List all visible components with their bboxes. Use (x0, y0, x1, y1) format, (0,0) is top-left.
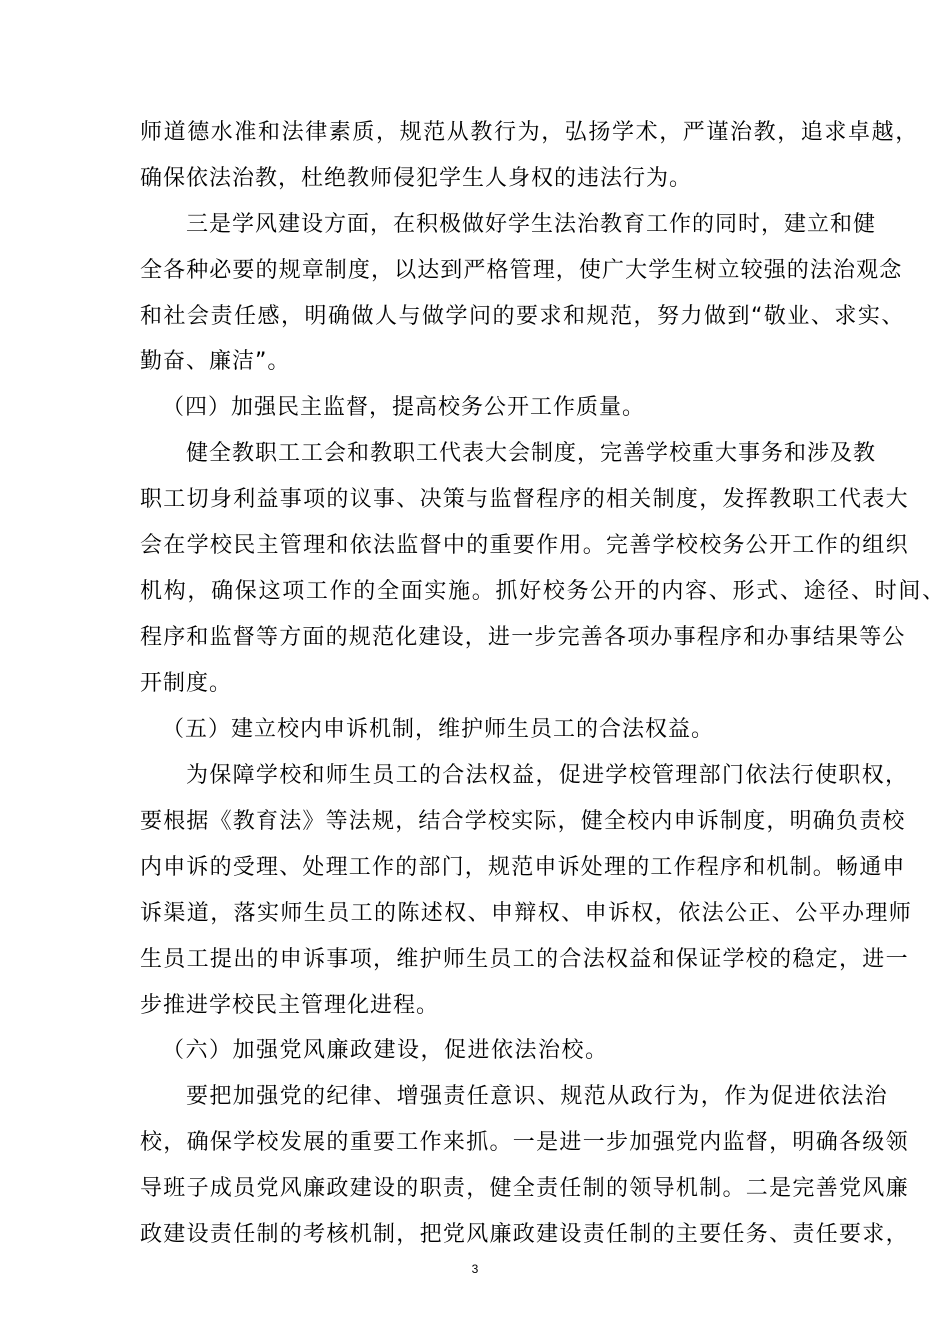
text-line: （六）加强党风廉政建设，促进依法治校。 (162, 1038, 609, 1063)
text-line: 内申诉的受理、处理工作的部门，规范申诉处理的工作程序和机制。畅通申 (140, 855, 906, 880)
text-line: 三是学风建设方面，在积极做好学生法治教育工作的同时，建立和健 (186, 212, 877, 237)
text-line: 诉渠道，落实师生员工的陈述权、申辩权、申诉权，依法公正、公平办理师 (140, 901, 913, 926)
text-line: 程序和监督等方面的规范化建设，进一步完善各项办事程序和办事结果等公 (140, 625, 906, 650)
text-line: 步推进学校民主管理化进程。 (140, 993, 440, 1018)
text-line: 师道德水准和法律素质，规范从教行为，弘扬学术，严谨治教，追求卓越， (140, 120, 919, 145)
text-line: 要根据《教育法》等法规，结合学校实际，健全校内申诉制度，明确负责校 (140, 809, 906, 834)
text-line: （四）加强民主监督，提高校务公开工作质量。 (162, 395, 646, 420)
text-line: 要把加强党的纪律、增强责任意识、规范从政行为，作为促进依法治 (186, 1084, 889, 1109)
text-line: 会在学校民主管理和依法监督中的重要作用。完善学校校务公开工作的组织 (140, 533, 909, 558)
text-line: 和社会责任感，明确做人与做学问的要求和规范，努力做到“敬业、求实、 (140, 304, 905, 329)
text-line: 政建设责任制的考核机制，把党风廉政建设责任制的主要任务、责任要求， (140, 1222, 909, 1247)
text-line: 为保障学校和师生员工的合法权益，促进学校管理部门依法行使职权， (186, 763, 909, 788)
text-line: （五）建立校内申诉机制，维护师生员工的合法权益。 (162, 717, 715, 742)
page-number: 3 (471, 1262, 479, 1276)
text-line: 导班子成员党风廉政建设的职责，健全责任制的领导机制。二是完善党风廉 (140, 1176, 909, 1201)
text-line: 勤奋、廉洁”。 (140, 349, 291, 374)
text-line: 校，确保学校发展的重要工作来抓。一是进一步加强党内监督，明确各级领 (140, 1130, 909, 1155)
text-line: 健全教职工工会和教职工代表大会制度，完善学校重大事务和涉及教 (186, 441, 877, 466)
text-line: 全各种必要的规章制度，以达到严格管理，使广大学生树立较强的法治观念 (140, 258, 903, 283)
text-line: 确保依法治教，杜绝教师侵犯学生人身权的违法行为。 (140, 166, 693, 191)
text-line: 开制度。 (140, 671, 233, 696)
text-line: 机构，确保这项工作的全面实施。抓好校务公开的内容、形式、途径、时间、 (140, 579, 946, 604)
text-line: 生员工提出的申诉事项，维护师生员工的合法权益和保证学校的稳定，进一 (140, 947, 909, 972)
text-line: 职工切身利益事项的议事、决策与监督程序的相关制度，发挥教职工代表大 (140, 487, 909, 512)
